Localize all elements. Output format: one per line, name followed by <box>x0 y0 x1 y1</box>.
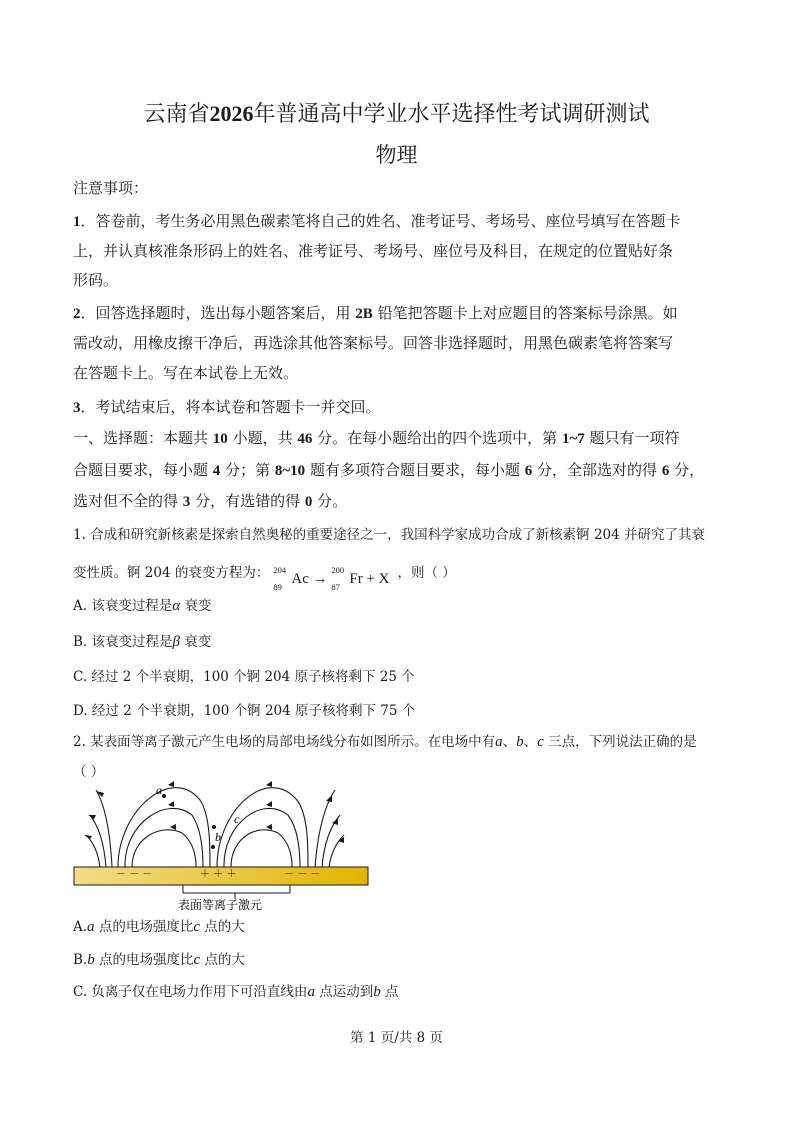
section-1-line-1: 一、选择题：本题共 10 小题，共 46 分。在每小题给出的四个选项中，第 1~7 题只有一项符 <box>73 429 680 447</box>
figure-caption: 表面等离子激元 <box>178 898 263 912</box>
q1-option-a: A. 该衰变过程是α 衰变 <box>73 598 212 614</box>
label-b: b <box>215 830 221 844</box>
notice-heading: 注意事项： <box>73 179 149 197</box>
q2-stem-line-1: 2. 某表面等离子激元产生电场的局部电场线分布如图所示。在电场中有a、b、c 三点，下列说法正确的是 <box>73 734 697 750</box>
section-1-line-3: 选对但不全的得 3 分，有选错的得 0 分。 <box>73 492 348 510</box>
label-c: c <box>234 812 240 826</box>
point-b <box>211 845 215 849</box>
q2-stem-line-2: （ ） <box>73 764 105 780</box>
q2-option-b: B.b 点的电场强度比c 点的大 <box>73 952 245 968</box>
section-1-line-2: 合题目要求，每小题 4 分；第 8~10 题有多项符合题目要求，每小题 6 分，全部选对的得 6 分， <box>73 461 705 479</box>
notice-item-2-line-3: 在答题卡上。写在本试卷上无效。 <box>73 364 299 382</box>
charges-right: － － － <box>284 869 321 880</box>
charges-middle: ＋ ＋ ＋ <box>200 869 237 880</box>
q2-option-a: A.a 点的电场强度比c 点的大 <box>73 919 245 935</box>
notice-item-1-line-3: 形码。 <box>73 271 119 289</box>
q1-option-b: B. 该衰变过程是β 衰变 <box>73 634 212 650</box>
notice-item-3: 3．考试结束后，将本试卷和答题卡一并交回。 <box>73 398 381 416</box>
notice-item-1-line-1: 1．答卷前，考生务必用黑色碳素笔将自己的姓名、准考证号、考场号、座位号填写在答题卡 <box>73 212 681 230</box>
point-a <box>162 794 166 798</box>
charges-left: － － － <box>116 869 153 880</box>
exam-title: 云南省2026年普通高中学业水平选择性考试调研测试 <box>143 101 650 127</box>
field-arrows <box>84 781 344 843</box>
decay-equation: 204 89 Ac → 200 87 Fr + X <box>273 565 390 592</box>
q1-stem-line-2: 变性质。锕 204 的衰变方程为： 204 89 Ac → 200 87 Fr + X ，则（ ） <box>73 565 456 592</box>
notice-item-1-line-2: 上，并认真核准条形码上的姓名、准考证号、考场号、座位号及科目，在规定的位置贴好条 <box>73 242 674 260</box>
point-c <box>212 825 216 829</box>
q2-option-c: C. 负离子仅在电场力作用下可沿直线由a 点运动到b 点 <box>73 984 399 1000</box>
notice-item-2-line-1: 2．回答选择题时，选出每小题答案后，用 2B 铅笔把答题卡上对应题目的答案标号涂黑。如 <box>73 304 678 322</box>
notice-item-2-line-2: 需改动，用橡皮擦干净后，再选涂其他答案标号。回答非选择题时，用黑色碳素笔将答案写 <box>73 334 674 352</box>
label-a: a <box>156 783 162 797</box>
page-footer: 第 1 页/共 8 页 <box>350 1030 443 1046</box>
q1-option-c: C. 经过 2 个半衰期，100 个锕 204 原子核将剩下 25 个 <box>73 669 415 685</box>
subject-title: 物理 <box>375 143 418 167</box>
q1-stem-line-1: 1. 合成和研究新核素是探索自然奥秘的重要途径之一，我国科学家成功合成了新核素锕 204 并研究了其衰 <box>73 527 706 543</box>
q1-option-d: D. 经过 2 个半衰期，100 个锕 204 原子核将剩下 75 个 <box>73 703 416 719</box>
electric-field-figure <box>60 775 380 915</box>
